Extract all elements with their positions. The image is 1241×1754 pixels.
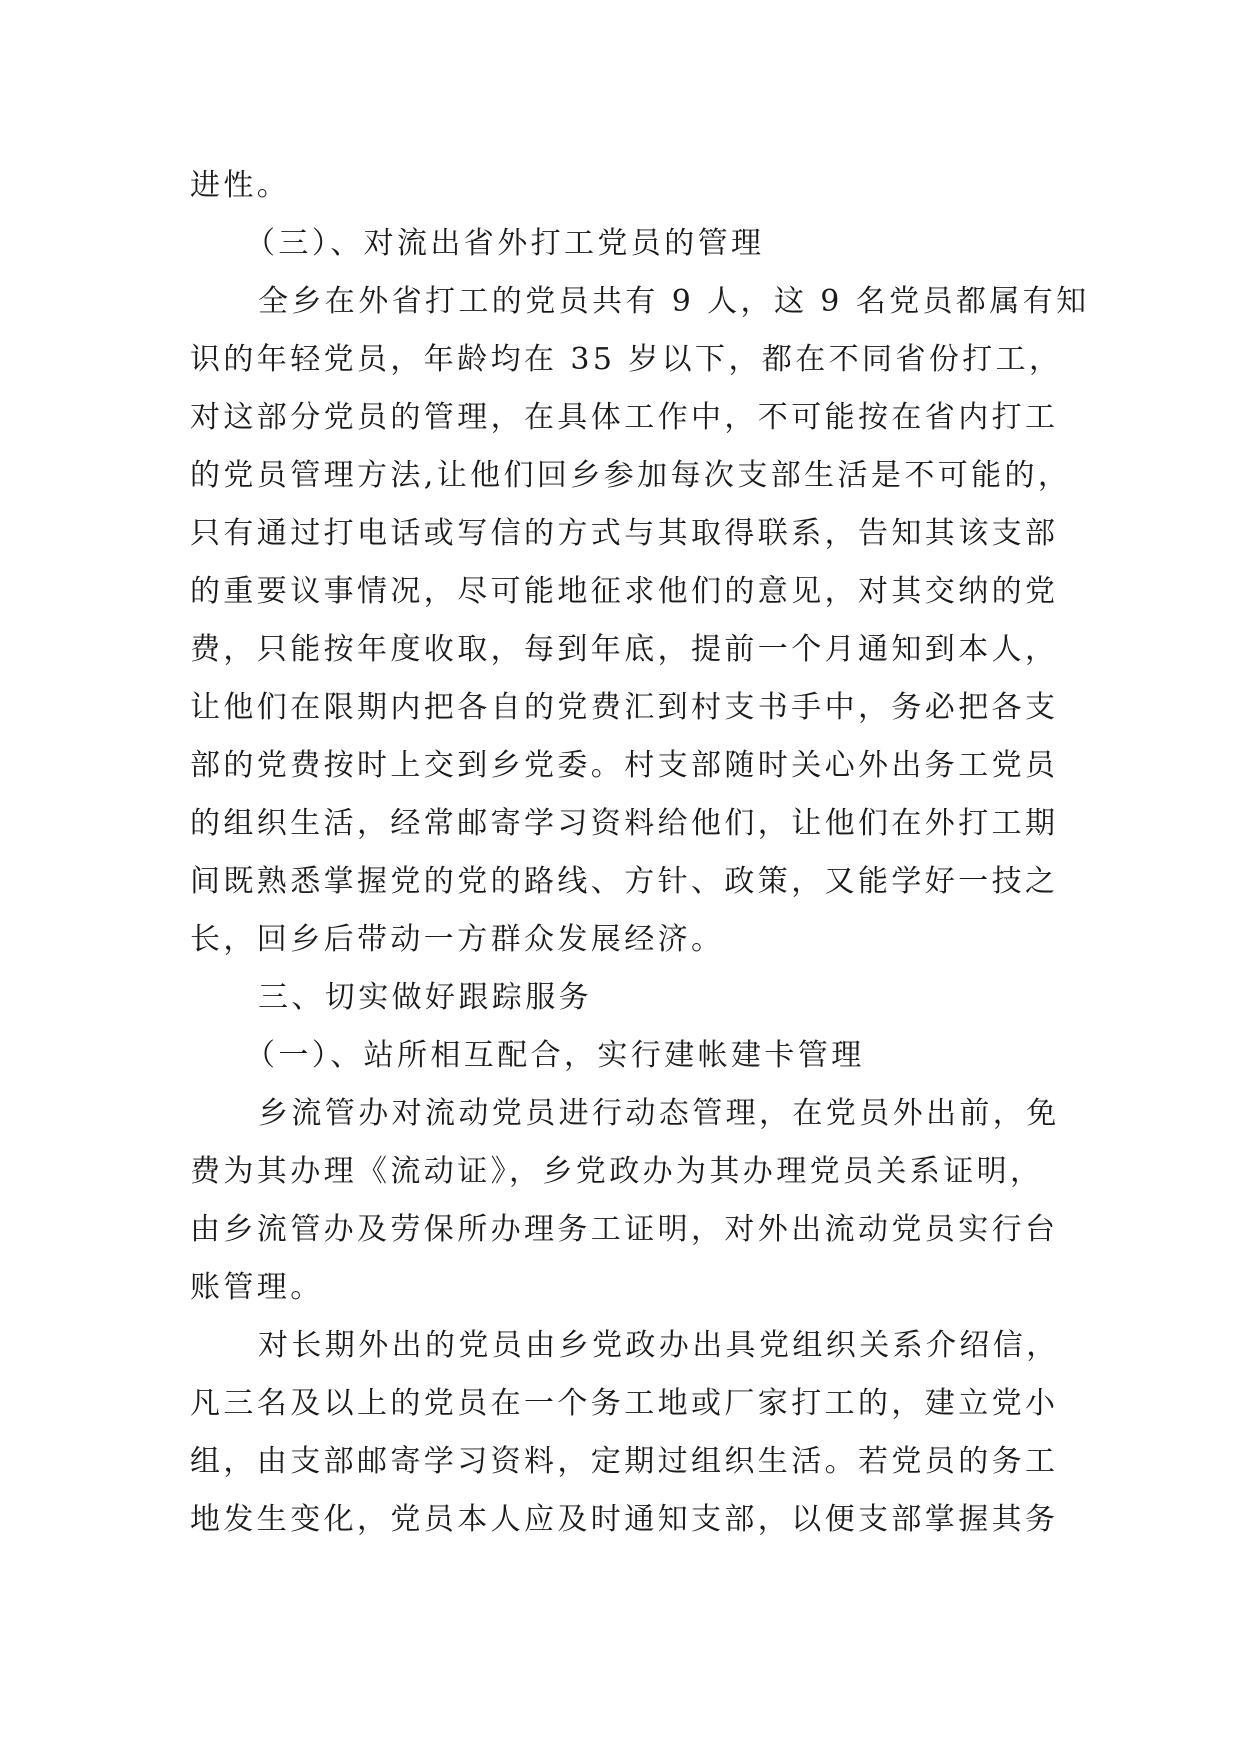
paragraph-line: 乡流管办对流动党员进行动态管理，在党员外出前，免	[258, 1096, 1060, 1131]
paragraph-line: 由乡流管办及劳保所办理务工证明，对外出流动党员实行台	[190, 1212, 1059, 1247]
paragraph-line: 部的党费按时上交到乡党委。村支部随时关心外出务工党员	[190, 748, 1059, 783]
paragraph-line: 组，由支部邮寄学习资料，定期过组织生活。若党员的务工	[190, 1444, 1059, 1479]
paragraph-line: 的重要议事情况，尽可能地征求他们的意见，对其交纳的党	[190, 574, 1059, 609]
paragraph-line: 的组织生活，经常邮寄学习资料给他们，让他们在外打工期	[190, 806, 1059, 841]
paragraph-line: 对长期外出的党员由乡党政办出具党组织关系介绍信，	[258, 1328, 1060, 1363]
paragraph-line: 的党员管理方法,让他们回乡参加每次支部生活是不可能的，	[190, 458, 1072, 493]
paragraph-line: 让他们在限期内把各自的党费汇到村支书手中，务必把各支	[190, 690, 1059, 725]
paragraph-line: 地发生变化，党员本人应及时通知支部，以便支部掌握其务	[190, 1502, 1059, 1537]
section-heading: （一）、站所相互配合，实行建帐建卡管理	[245, 1038, 865, 1073]
paragraph-line: 对这部分党员的管理，在具体工作中，不可能按在省内打工	[190, 400, 1059, 435]
paragraph-line: 账管理。	[190, 1270, 324, 1305]
paragraph-line: 费为其办理《流动证》，乡党政办为其办理党员关系证明，	[190, 1154, 1044, 1189]
paragraph-line: 凡三名及以上的党员在一个务工地或厂家打工的，建立党小	[190, 1386, 1059, 1421]
paragraph-line: 间既熟悉掌握党的党的路线、方针、政策，又能学好一技之	[190, 864, 1059, 899]
paragraph-line: 全乡在外省打工的党员共有 9 人，这 9 名党员都属有知	[258, 284, 1090, 319]
section-heading: 三、切实做好跟踪服务	[258, 980, 592, 1015]
section-heading: （三）、对流出省外打工党员的管理	[245, 226, 765, 261]
paragraph-line: 识的年轻党员，年龄均在 35 岁以下，都在不同省份打工，	[190, 342, 1063, 377]
paragraph-line: 只有通过打电话或写信的方式与其取得联系，告知其该支部	[190, 516, 1059, 551]
paragraph-line: 进性。	[190, 168, 291, 203]
paragraph-line: 长，回乡后带动一方群众发展经济。	[190, 922, 725, 957]
paragraph-line: 费，只能按年度收取，每到年底，提前一个月通知到本人，	[190, 632, 1059, 667]
